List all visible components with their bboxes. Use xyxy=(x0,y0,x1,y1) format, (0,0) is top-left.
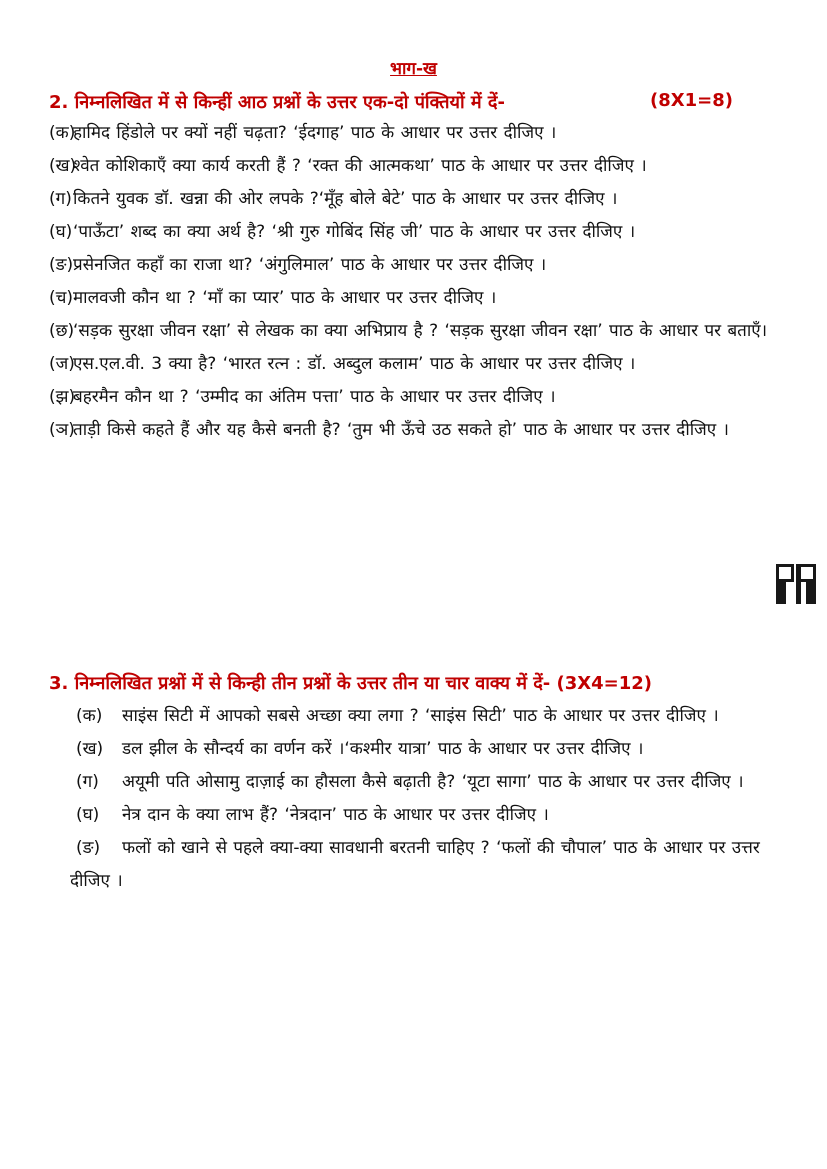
item-text: प्रसेनजित कहाँ का राजा था? ‘अंगुलिमाल’ पाठ के आधार पर उत्तर दीजिए । xyxy=(73,255,547,275)
question-3-heading: 3. निम्नलिखित प्रश्नों में से किन्ही तीन प्रश्नों के उत्तर तीन या चार वाक्य में दें- (3X4=12) xyxy=(49,673,653,694)
item-label: (क) xyxy=(49,123,76,143)
item-label: (घ) xyxy=(76,805,100,825)
question-2-list xyxy=(0,117,827,447)
list-item xyxy=(0,766,827,799)
item-label: (छ) xyxy=(49,321,75,341)
list-item xyxy=(0,414,827,447)
list-item xyxy=(0,282,827,315)
item-label: (ग) xyxy=(49,189,72,209)
question-2-heading: 2. निम्नलिखित में से किन्हीं आठ प्रश्नों के उत्तर एक-दो पंक्तियों में दें- xyxy=(49,92,505,113)
item-text: हामिद हिंडोले पर क्यों नहीं चढ़ता? ‘ईदगाह’ पाठ के आधार पर उत्तर दीजिए । xyxy=(73,123,557,143)
item-text: कितने युवक डॉ. खन्ना की ओर लपके ?‘मूँह बोले बेटे’ पाठ के आधार पर उत्तर दीजिए । xyxy=(73,189,618,209)
section-title: भाग-ख xyxy=(390,59,437,79)
item-label: (झ) xyxy=(49,387,76,407)
item-label: (घ) xyxy=(49,222,73,242)
list-item xyxy=(0,249,827,282)
item-text: मालवजी कौन था ? ‘माँ का प्यार’ पाठ के आधार पर उत्तर दीजिए । xyxy=(73,288,497,308)
item-text: ताड़ी किसे कहते हैं और यह कैसे बनती है? ‘तुम भी ऊँचे उठ सकते हो’ पाठ के आधार पर उत्तर दीजिए । xyxy=(73,420,729,440)
item-text: अयूमी पति ओसामु दाज़ाई का हौसला कैसे बढ़ाती है? ‘यूटा सागा’ पाठ के आधार पर उत्तर दीजिए । xyxy=(122,772,744,792)
item-text: साइंस सिटी में आपको सबसे अच्छा क्या लगा ? ‘साइंस सिटी’ पाठ के आधार पर उत्तर दीजिए । xyxy=(122,706,719,726)
item-text: बहरमैन कौन था ? ‘उम्मीद का अंतिम पत्ता’ पाठ के आधार पर उत्तर दीजिए । xyxy=(73,387,556,407)
qr-code-icon xyxy=(776,564,816,604)
list-item xyxy=(0,733,827,766)
list-item xyxy=(0,799,827,832)
item-label: (ख) xyxy=(76,739,104,759)
list-item xyxy=(0,117,827,150)
item-label: (ङ) xyxy=(49,255,74,275)
question-3-list xyxy=(0,700,827,898)
list-item xyxy=(0,183,827,216)
item-text: नेत्र दान के क्या लाभ हैं? ‘नेत्रदान’ पाठ के आधार पर उत्तर दीजिए । xyxy=(122,805,549,825)
question-2-marks: (8X1=8) xyxy=(650,90,733,111)
item-text: ‘पाऊँटा’ शब्द का क्या अर्थ है? ‘श्री गुरु गोबिंद सिंह जी’ पाठ के आधार पर उत्तर दीजिए । xyxy=(73,222,636,242)
item-label: (ञ) xyxy=(49,420,75,440)
list-item xyxy=(0,150,827,183)
item-text: ‘सड़क सुरक्षा जीवन रक्षा’ से लेखक का क्या अभिप्राय है ? ‘सड़क सुरक्षा जीवन रक्षा’ पाठ के आधार पर बताएँ। xyxy=(73,321,768,341)
item-label: (क) xyxy=(76,706,103,726)
list-item xyxy=(0,315,827,348)
list-item xyxy=(0,832,827,898)
list-item xyxy=(0,348,827,381)
item-text: फलों को खाने से पहले क्या-क्या सावधानी बरतनी चाहिए ? ‘फलों की चौपाल’ पाठ के आधार पर उत्तर दीजिए । xyxy=(70,838,760,891)
list-item xyxy=(0,700,827,733)
list-item xyxy=(0,381,827,414)
item-text: श्वेत कोशिकाएँ क्या कार्य करती हैं ? ‘रक्त की आत्मकथा’ पाठ के आधार पर उत्तर दीजिए । xyxy=(73,156,647,176)
item-label: (ज) xyxy=(49,354,75,374)
item-label: (ख) xyxy=(49,156,77,176)
item-label: (ग) xyxy=(76,772,99,792)
item-text: एस.एल.वी. 3 क्या है? ‘भारत रत्न : डॉ. अब्दुल कलाम’ पाठ के आधार पर उत्तर दीजिए । xyxy=(73,354,636,374)
item-label: (च) xyxy=(49,288,74,308)
item-text: डल झील के सौन्दर्य का वर्णन करें ।‘कश्मीर यात्रा’ पाठ के आधार पर उत्तर दीजिए । xyxy=(122,739,644,759)
list-item xyxy=(0,216,827,249)
item-label: (ङ) xyxy=(76,838,101,858)
